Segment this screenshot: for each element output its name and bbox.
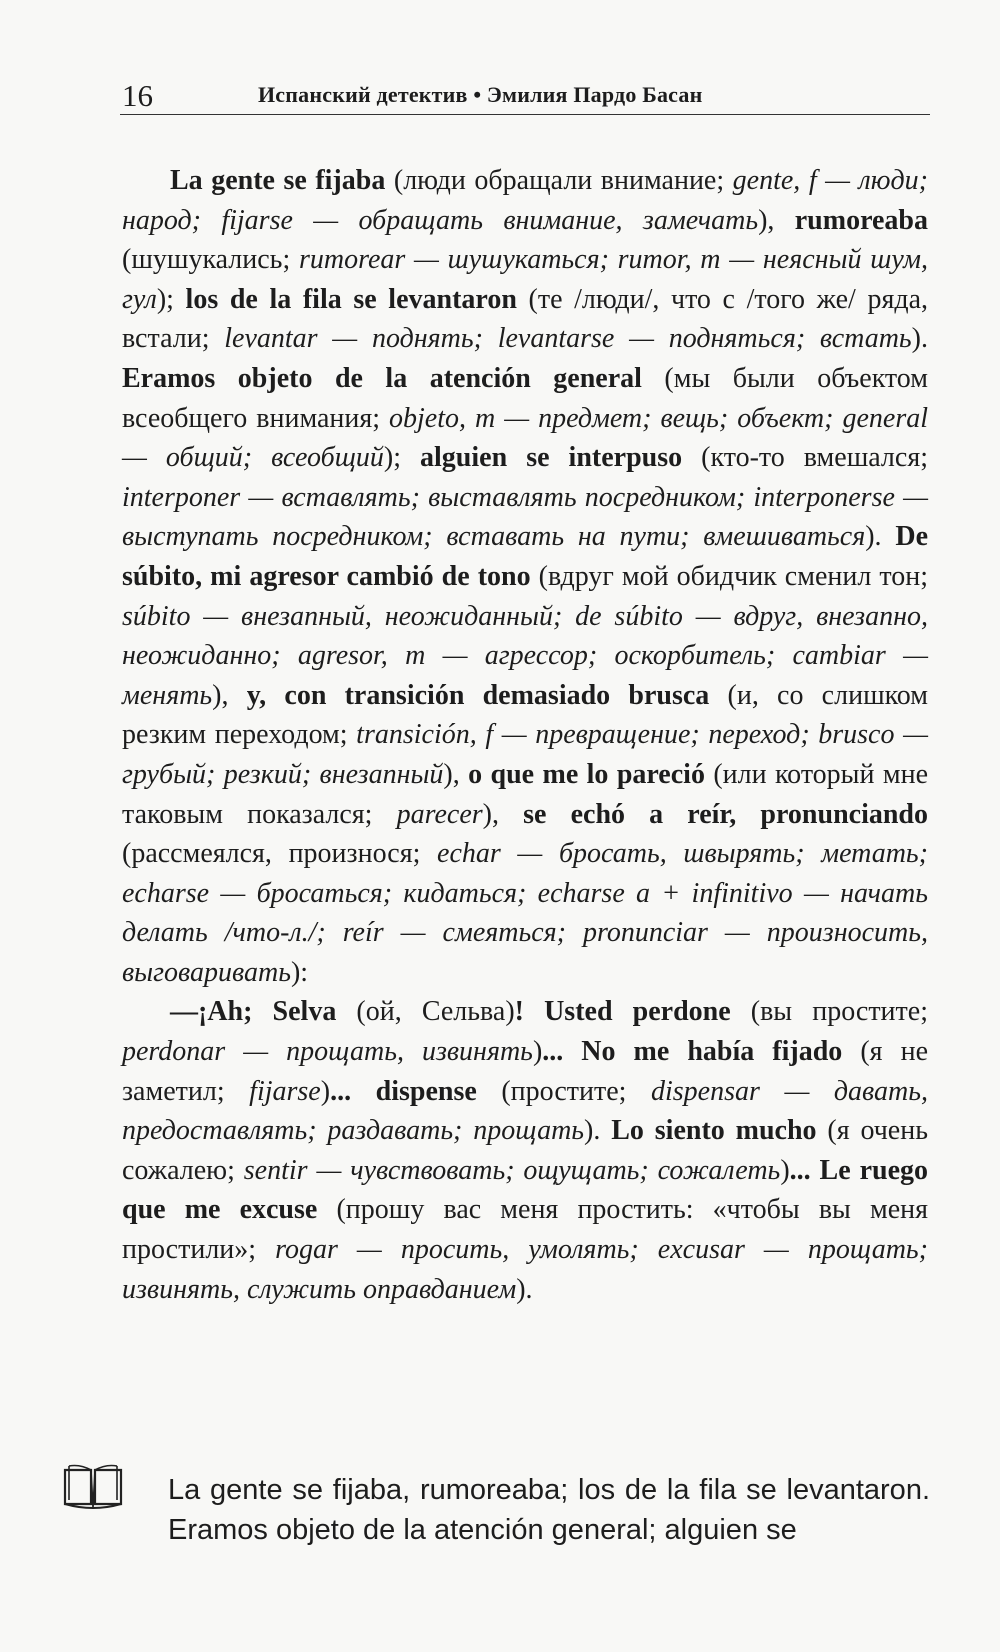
translation: (прошу вас меня простить: «чтобы вы меня простили»; [122,1194,928,1266]
translation: (вдруг мой обидчик сменил тон; [530,560,928,592]
spanish-phrase: ! Usted perdone [514,996,731,1028]
gloss: gente, f — люди; народ; fijarse — обращать внимание, замечать [122,165,929,236]
gloss: rumorear — шушукаться; rumor, m — неясный шум, гул [122,244,928,315]
spanish-phrase: ... dispense [330,1075,477,1107]
spanish-phrase: ... Le ruego que me excuse [122,1154,928,1226]
gloss: interponer — вставлять; выставлять посредником; interponerse — выступать посредником; вставать на пути; вмешиваться [122,481,928,553]
reading-text: La gente se fijaba, rumoreaba; los de la fila se levantaron. Eramos objeto de la atención general; alguien se [168,1474,930,1546]
annotated-text [122,161,928,1309]
translation: (мы были объектом всеобщего внимания; [122,362,928,434]
translation: ); [156,283,186,315]
translation: (я очень сожалею; [122,1115,928,1186]
translation: (рассмеялся, произнося; [122,838,438,870]
gloss: echar — бросать, швырять; метать; echarse — бросаться; кидаться; echarse a + infinitivo — начать делать /что-л./; reír — смеяться; pronunciar — произносить, выговаривать [122,838,928,988]
translation: ) [780,1154,790,1186]
translation: ), [443,758,469,790]
spanish-phrase: Eramos objeto de la atención general [122,362,642,394]
gloss: perdonar — прощать, извинять [122,1036,533,1068]
gloss: súbito — внезапный, неожиданный; de súbito — вдруг, внезапно, неожиданно; agresor, m — агрессор; оскорбитель; cambiar — менять [122,600,928,711]
open-book-icon [62,1464,124,1510]
gloss: sentir — чувствовать; ощущать; сожалеть [243,1154,781,1186]
translation: ). [516,1273,533,1305]
gloss: objeto, m — предмет; вещь; объект; general — общий; всеобщий [122,402,928,474]
spanish-phrase: se echó a reír, pronunciando [523,798,928,830]
running-title: Испанский детектив • Эмилия Пардо Басан [258,82,703,107]
gloss: dispensar — давать, предоставлять; раздавать; прощать [122,1075,928,1147]
translation: ), [482,798,524,830]
translation: (ой, Сельва) [336,996,515,1028]
translation: (я не заметил; [122,1036,928,1107]
translation: (шушукались; [122,244,299,276]
gloss: fijarse [249,1075,321,1107]
spanish-phrase: o que me lo pareció [468,758,705,790]
spanish-phrase: alguien se interpuso [420,442,683,474]
translation: (люди обращали внимание; [385,165,733,196]
spanish-phrase: y, con transición demasiado brusca [246,679,710,711]
spanish-phrase: —¡Ah; Selva [170,996,337,1028]
gloss: transición, f — превращение; переход; brusco — грубый; резкий; внезапный [122,719,928,790]
translation: (простите; [476,1075,651,1107]
spanish-phrase: ... No me había fijado [542,1036,843,1068]
page-header [0,72,1000,116]
spanish-phrase: los de la fila se levantaron [185,283,517,315]
spanish-phrase: De súbito, mi agresor cambió de tono [122,521,928,592]
translation: ), [212,679,247,711]
page-number: 16 [122,78,153,113]
translation: ). [584,1115,612,1147]
spanish-phrase: rumoreaba [794,204,928,236]
translation: ). [865,521,896,553]
translation: ) [320,1075,331,1107]
translation: (те /люди/, что с /того же/ ряда, встали; [122,283,928,355]
translation: (и, со слишком резким переходом; [122,679,928,751]
translation: (вы простите; [730,996,928,1028]
translation: ). [911,323,928,355]
translation: (кто-то вмешался; [682,442,928,474]
spanish-phrase: La gente se fijaba [170,165,386,196]
spanish-phrase: Lo siento mucho [611,1115,817,1147]
translation: (или который мне таковым показался; [122,758,929,830]
translation: ), [758,204,795,236]
gloss: parecer [396,798,483,830]
gloss: levantar — поднять; levantarse — подняться; встать [224,323,912,355]
gloss: rogar — просить, умолять; excusar — прощать; извинять, служить оправданием [122,1234,928,1305]
translation: ); [383,442,421,474]
paragraph [122,161,928,992]
header-rule [120,114,930,115]
paragraph [122,992,928,1309]
translation: ) [532,1036,543,1068]
translation: ): [290,956,309,988]
